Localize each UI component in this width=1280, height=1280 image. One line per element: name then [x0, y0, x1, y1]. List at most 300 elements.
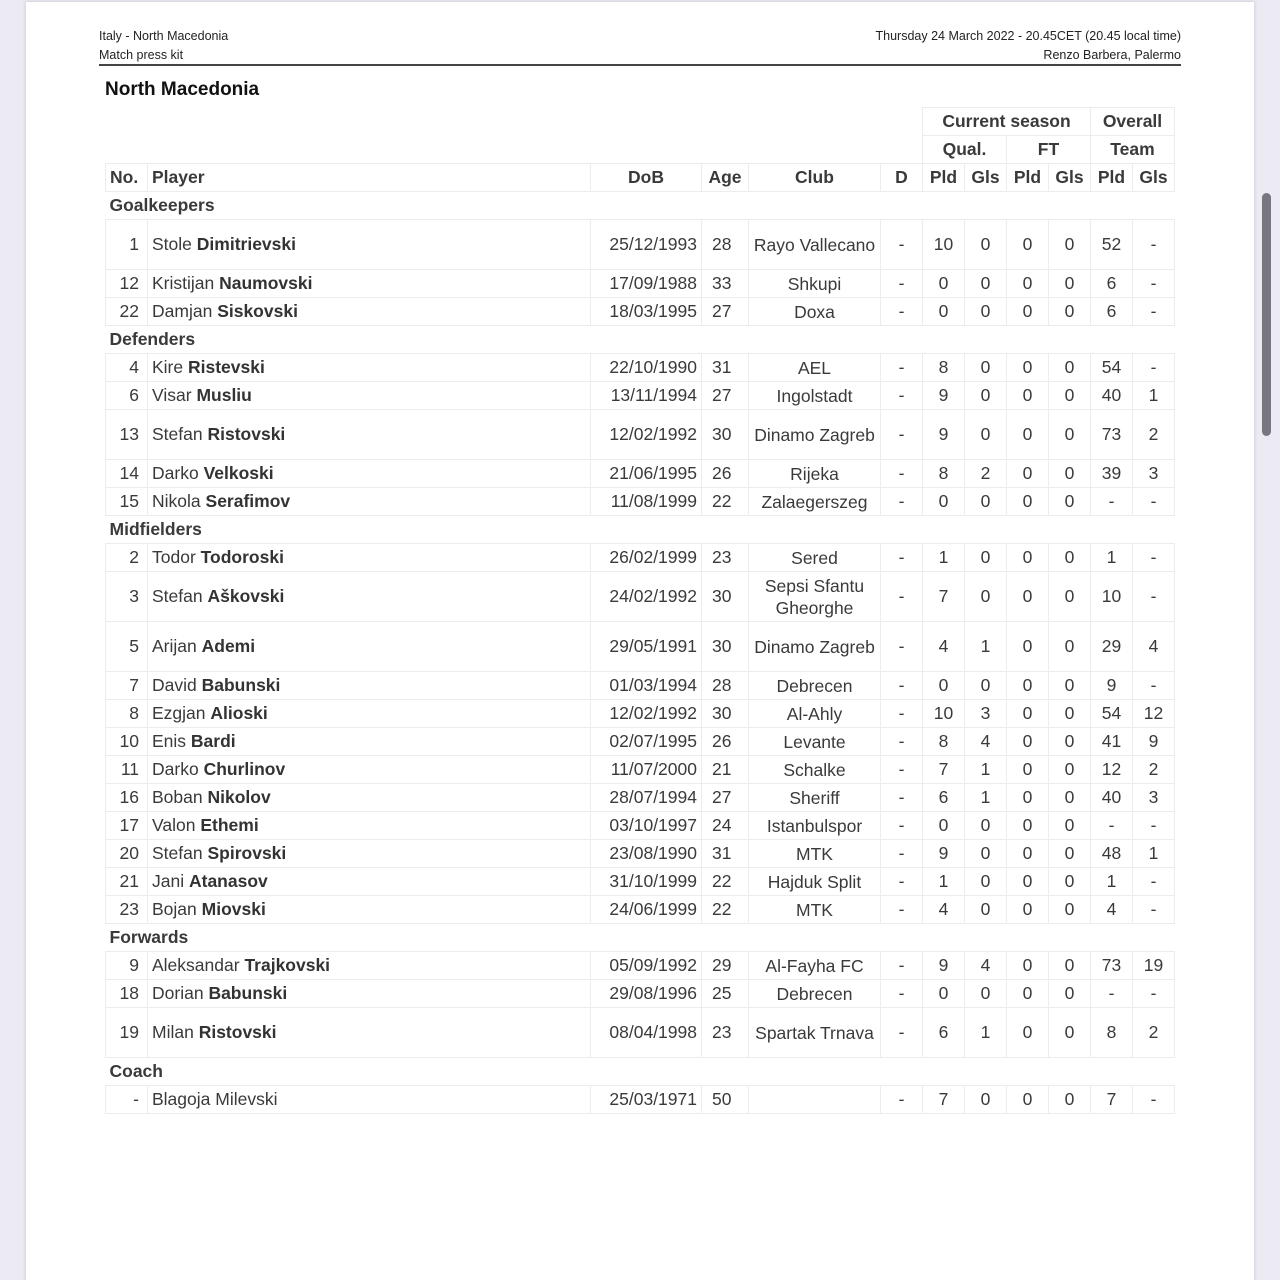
- ft-goals: 0: [1049, 544, 1091, 572]
- scrollbar-track[interactable]: [1258, 0, 1280, 1280]
- d-value: -: [881, 728, 923, 756]
- player-row: [106, 544, 1175, 572]
- ft-played: 0: [1007, 756, 1049, 784]
- player-row: [106, 354, 1175, 382]
- surname: Ethemi: [200, 815, 259, 835]
- first-name: David: [152, 675, 197, 695]
- team-goals: -: [1133, 672, 1175, 700]
- qual-goals: 0: [965, 488, 1007, 516]
- ft-goals: 0: [1049, 840, 1091, 868]
- d-value: -: [881, 700, 923, 728]
- date-of-birth: 11/08/1999: [591, 488, 702, 516]
- qual-goals: 2: [965, 460, 1007, 488]
- player-number: 16: [106, 784, 148, 812]
- ft-goals: 0: [1049, 756, 1091, 784]
- date-of-birth: 17/09/1988: [591, 270, 702, 298]
- col-club: Club: [749, 164, 881, 192]
- header-row-groups: [106, 108, 1175, 136]
- age: 50: [702, 1086, 749, 1114]
- club: Debrecen: [749, 980, 881, 1008]
- col-no: No.: [106, 164, 148, 192]
- team-goals: 2: [1133, 1008, 1175, 1058]
- club: MTK: [749, 896, 881, 924]
- club: Sered: [749, 544, 881, 572]
- player-row: [106, 840, 1175, 868]
- ft-goals: 0: [1049, 488, 1091, 516]
- date-of-birth: 25/12/1993: [591, 220, 702, 270]
- club: Dinamo Zagreb: [749, 622, 881, 672]
- player-row: [106, 460, 1175, 488]
- player-name: [148, 220, 591, 270]
- ft-played: 0: [1007, 410, 1049, 460]
- date-of-birth: 28/07/1994: [591, 784, 702, 812]
- team-played: 8: [1091, 1008, 1133, 1058]
- age: 27: [702, 298, 749, 326]
- surname: Alioski: [210, 703, 268, 723]
- first-name: Aleksandar: [152, 955, 240, 975]
- col-qual-gls: Gls: [965, 164, 1007, 192]
- team-played: 54: [1091, 354, 1133, 382]
- team-played: 9: [1091, 672, 1133, 700]
- ft-played: 0: [1007, 812, 1049, 840]
- team-played: 40: [1091, 784, 1133, 812]
- qual-goals: 0: [965, 382, 1007, 410]
- player-name: [148, 840, 591, 868]
- age: 29: [702, 952, 749, 980]
- qual-goals: 0: [965, 1086, 1007, 1114]
- player-number: 11: [106, 756, 148, 784]
- player-name: [148, 980, 591, 1008]
- group-row: [106, 516, 1175, 544]
- d-value: -: [881, 672, 923, 700]
- qual-goals: 0: [965, 572, 1007, 622]
- first-name: Arijan: [152, 636, 197, 656]
- surname: Todoroski: [200, 547, 284, 567]
- ft-goals: 0: [1049, 460, 1091, 488]
- group-heading: Forwards: [106, 924, 1175, 952]
- player-name: [148, 460, 591, 488]
- player-number: 19: [106, 1008, 148, 1058]
- col-age: Age: [702, 164, 749, 192]
- team-goals: 3: [1133, 460, 1175, 488]
- qual-played: 10: [923, 220, 965, 270]
- club: Schalke: [749, 756, 881, 784]
- ft-goals: 0: [1049, 672, 1091, 700]
- player-row: [106, 220, 1175, 270]
- player-number: 7: [106, 672, 148, 700]
- team-played: 54: [1091, 700, 1133, 728]
- surname: Babunski: [201, 675, 281, 695]
- ft-goals: 0: [1049, 980, 1091, 1008]
- player-name: [148, 952, 591, 980]
- date-of-birth: 25/03/1971: [591, 1086, 702, 1114]
- scrollbar-thumb[interactable]: [1262, 193, 1271, 436]
- surname: Trajkovski: [244, 955, 331, 975]
- age: 22: [702, 488, 749, 516]
- qual-played: 9: [923, 840, 965, 868]
- player-name: [148, 298, 591, 326]
- team-goals: 3: [1133, 784, 1175, 812]
- surname: Ristovski: [198, 1022, 277, 1042]
- age: 22: [702, 868, 749, 896]
- ft-goals: 0: [1049, 868, 1091, 896]
- date-of-birth: 13/11/1994: [591, 382, 702, 410]
- player-name: [148, 354, 591, 382]
- qual-played: 4: [923, 622, 965, 672]
- club: Dinamo Zagreb: [749, 410, 881, 460]
- surname: Atanasov: [188, 871, 268, 891]
- team-goals: -: [1133, 812, 1175, 840]
- surname: Babunski: [208, 983, 288, 1003]
- age: 31: [702, 354, 749, 382]
- club: MTK: [749, 840, 881, 868]
- player-row: [106, 784, 1175, 812]
- first-name: Damjan: [152, 301, 213, 321]
- team-played: 10: [1091, 572, 1133, 622]
- player-name: [148, 270, 591, 298]
- qual-played: 9: [923, 382, 965, 410]
- player-number: 9: [106, 952, 148, 980]
- player-name: [148, 896, 591, 924]
- overall-header: Overall: [1091, 108, 1175, 136]
- club: Levante: [749, 728, 881, 756]
- qual-played: 1: [923, 544, 965, 572]
- d-value: -: [881, 298, 923, 326]
- first-name: Blagoja Milevski: [152, 1089, 278, 1109]
- team-goals: -: [1133, 544, 1175, 572]
- date-of-birth: 08/04/1998: [591, 1008, 702, 1058]
- d-value: -: [881, 812, 923, 840]
- player-number: 12: [106, 270, 148, 298]
- club: Ingolstadt: [749, 382, 881, 410]
- group-heading: Goalkeepers: [106, 192, 1175, 220]
- age: 30: [702, 622, 749, 672]
- player-name: [148, 728, 591, 756]
- club: Rijeka: [749, 460, 881, 488]
- team-played: -: [1091, 812, 1133, 840]
- player-name: [148, 488, 591, 516]
- date-of-birth: 12/02/1992: [591, 410, 702, 460]
- player-number: 17: [106, 812, 148, 840]
- ft-played: 0: [1007, 488, 1049, 516]
- current-season-header: Current season: [923, 108, 1091, 136]
- d-value: -: [881, 1008, 923, 1058]
- player-row: [106, 270, 1175, 298]
- ft-goals: 0: [1049, 298, 1091, 326]
- age: 24: [702, 812, 749, 840]
- player-number: -: [106, 1086, 148, 1114]
- col-player: Player: [148, 164, 591, 192]
- team-played: 52: [1091, 220, 1133, 270]
- age: 21: [702, 756, 749, 784]
- date-of-birth: 31/10/1999: [591, 868, 702, 896]
- qual-played: 4: [923, 896, 965, 924]
- first-name: Stefan: [152, 843, 203, 863]
- first-name: Stefan: [152, 424, 203, 444]
- ft-goals: 0: [1049, 952, 1091, 980]
- ft-played: 0: [1007, 840, 1049, 868]
- club: Doxa: [749, 298, 881, 326]
- d-value: -: [881, 460, 923, 488]
- ft-played: 0: [1007, 460, 1049, 488]
- age: 30: [702, 700, 749, 728]
- qual-goals: 0: [965, 840, 1007, 868]
- surname: Serafimov: [205, 491, 291, 511]
- first-name: Valon: [152, 815, 196, 835]
- date-of-birth: 05/09/1992: [591, 952, 702, 980]
- team-played: 1: [1091, 868, 1133, 896]
- player-number: 14: [106, 460, 148, 488]
- ft-played: 0: [1007, 298, 1049, 326]
- col-qual-pld: Pld: [923, 164, 965, 192]
- club: Hajduk Split: [749, 868, 881, 896]
- qual-goals: 4: [965, 952, 1007, 980]
- d-value: -: [881, 382, 923, 410]
- age: 30: [702, 572, 749, 622]
- first-name: Stefan: [152, 586, 203, 606]
- qual-goals: 1: [965, 784, 1007, 812]
- player-name: [148, 700, 591, 728]
- player-number: 1: [106, 220, 148, 270]
- d-value: -: [881, 1086, 923, 1114]
- ft-goals: 0: [1049, 812, 1091, 840]
- document-page: [26, 2, 1254, 1280]
- surname: Velkoski: [203, 463, 274, 483]
- age: 22: [702, 896, 749, 924]
- club: Spartak Trnava: [749, 1008, 881, 1058]
- date-of-birth: 01/03/1994: [591, 672, 702, 700]
- group-row: [106, 1058, 1175, 1086]
- player-row: [106, 868, 1175, 896]
- qual-goals: 4: [965, 728, 1007, 756]
- group-row: [106, 924, 1175, 952]
- d-value: -: [881, 980, 923, 1008]
- team-goals: 9: [1133, 728, 1175, 756]
- age: 26: [702, 728, 749, 756]
- surname: Ristovski: [207, 424, 286, 444]
- date-of-birth: 18/03/1995: [591, 298, 702, 326]
- club: AEL: [749, 354, 881, 382]
- group-heading: Midfielders: [106, 516, 1175, 544]
- club: Sepsi Sfantu Gheorghe: [749, 572, 881, 622]
- team-title: North Macedonia: [105, 79, 260, 100]
- qual-played: 9: [923, 410, 965, 460]
- date-of-birth: 11/07/2000: [591, 756, 702, 784]
- team-header: Team: [1091, 136, 1175, 164]
- ft-goals: 0: [1049, 622, 1091, 672]
- first-name: Enis: [152, 731, 187, 751]
- qual-played: 7: [923, 1086, 965, 1114]
- group-heading: Defenders: [106, 326, 1175, 354]
- ft-goals: 0: [1049, 354, 1091, 382]
- player-name: [148, 1008, 591, 1058]
- qual-played: 6: [923, 1008, 965, 1058]
- ft-goals: 0: [1049, 1086, 1091, 1114]
- player-name: [148, 868, 591, 896]
- ft-played: 0: [1007, 896, 1049, 924]
- ft-played: 0: [1007, 382, 1049, 410]
- qual-header: Qual.: [923, 136, 1007, 164]
- team-goals: 1: [1133, 840, 1175, 868]
- squad-table-body: [106, 192, 1175, 1114]
- match-title: Italy - North Macedonia: [99, 29, 229, 43]
- team-goals: 1: [1133, 382, 1175, 410]
- d-value: -: [881, 622, 923, 672]
- ft-goals: 0: [1049, 1008, 1091, 1058]
- first-name: Darko: [152, 759, 199, 779]
- qual-goals: 0: [965, 270, 1007, 298]
- d-value: -: [881, 544, 923, 572]
- date-of-birth: 24/02/1992: [591, 572, 702, 622]
- player-number: 21: [106, 868, 148, 896]
- ft-goals: 0: [1049, 220, 1091, 270]
- team-played: -: [1091, 980, 1133, 1008]
- ft-played: 0: [1007, 270, 1049, 298]
- qual-played: 9: [923, 952, 965, 980]
- qual-goals: 0: [965, 410, 1007, 460]
- age: 28: [702, 220, 749, 270]
- qual-played: 0: [923, 980, 965, 1008]
- player-row: [106, 728, 1175, 756]
- player-name: [148, 672, 591, 700]
- club: [749, 1086, 881, 1114]
- ft-played: 0: [1007, 672, 1049, 700]
- ft-goals: 0: [1049, 572, 1091, 622]
- ft-goals: 0: [1049, 382, 1091, 410]
- player-row: [106, 382, 1175, 410]
- player-name: [148, 812, 591, 840]
- qual-played: 8: [923, 354, 965, 382]
- d-value: -: [881, 840, 923, 868]
- player-row: [106, 572, 1175, 622]
- club: Istanbulspor: [749, 812, 881, 840]
- qual-goals: 0: [965, 896, 1007, 924]
- team-goals: 4: [1133, 622, 1175, 672]
- team-played: 39: [1091, 460, 1133, 488]
- club: Debrecen: [749, 672, 881, 700]
- col-d: D: [881, 164, 923, 192]
- ft-played: 0: [1007, 728, 1049, 756]
- date-of-birth: 21/06/1995: [591, 460, 702, 488]
- date-of-birth: 26/02/1999: [591, 544, 702, 572]
- team-played: 41: [1091, 728, 1133, 756]
- team-goals: -: [1133, 298, 1175, 326]
- header-row-subgroups: [106, 136, 1175, 164]
- age: 27: [702, 382, 749, 410]
- ft-played: 0: [1007, 1008, 1049, 1058]
- age: 30: [702, 410, 749, 460]
- player-row: [106, 896, 1175, 924]
- qual-goals: 0: [965, 298, 1007, 326]
- club: Sheriff: [749, 784, 881, 812]
- team-goals: -: [1133, 220, 1175, 270]
- player-number: 18: [106, 980, 148, 1008]
- club: Rayo Vallecano: [749, 220, 881, 270]
- ft-goals: 0: [1049, 270, 1091, 298]
- team-goals: 19: [1133, 952, 1175, 980]
- ft-played: 0: [1007, 220, 1049, 270]
- age: 23: [702, 1008, 749, 1058]
- date-of-birth: 02/07/1995: [591, 728, 702, 756]
- group-heading: Coach: [106, 1058, 1175, 1086]
- player-number: 5: [106, 622, 148, 672]
- d-value: -: [881, 952, 923, 980]
- first-name: Milan: [152, 1022, 194, 1042]
- date-of-birth: 03/10/1997: [591, 812, 702, 840]
- qual-goals: 0: [965, 544, 1007, 572]
- qual-goals: 0: [965, 354, 1007, 382]
- player-row: [106, 700, 1175, 728]
- team-goals: -: [1133, 868, 1175, 896]
- team-played: 73: [1091, 410, 1133, 460]
- player-row: [106, 1008, 1175, 1058]
- player-number: 8: [106, 700, 148, 728]
- player-name: [148, 1086, 591, 1114]
- ft-goals: 0: [1049, 784, 1091, 812]
- team-played: 12: [1091, 756, 1133, 784]
- date-of-birth: 29/05/1991: [591, 622, 702, 672]
- surname: Churlinov: [203, 759, 286, 779]
- player-number: 4: [106, 354, 148, 382]
- player-number: 15: [106, 488, 148, 516]
- age: 27: [702, 784, 749, 812]
- d-value: -: [881, 756, 923, 784]
- team-played: 6: [1091, 270, 1133, 298]
- first-name: Nikola: [152, 491, 201, 511]
- player-name: [148, 410, 591, 460]
- surname: Dimitrievski: [196, 234, 296, 254]
- team-goals: 2: [1133, 756, 1175, 784]
- team-played: 4: [1091, 896, 1133, 924]
- team-goals: -: [1133, 1086, 1175, 1114]
- qual-played: 8: [923, 460, 965, 488]
- team-played: 48: [1091, 840, 1133, 868]
- player-number: 13: [106, 410, 148, 460]
- surname: Ristevski: [188, 357, 265, 377]
- ft-played: 0: [1007, 700, 1049, 728]
- qual-goals: 0: [965, 812, 1007, 840]
- player-number: 20: [106, 840, 148, 868]
- first-name: Visar: [152, 385, 192, 405]
- age: 28: [702, 672, 749, 700]
- team-played: 6: [1091, 298, 1133, 326]
- club: Shkupi: [749, 270, 881, 298]
- col-team-gls: Gls: [1133, 164, 1175, 192]
- player-row: [106, 298, 1175, 326]
- team-goals: -: [1133, 980, 1175, 1008]
- date-of-birth: 23/08/1990: [591, 840, 702, 868]
- ft-header: FT: [1007, 136, 1091, 164]
- ft-played: 0: [1007, 952, 1049, 980]
- match-datetime: Thursday 24 March 2022 - 20.45CET (20.45 local time): [875, 29, 1181, 43]
- qual-played: 1: [923, 868, 965, 896]
- qual-played: 10: [923, 700, 965, 728]
- first-name: Bojan: [152, 899, 197, 919]
- qual-goals: 1: [965, 756, 1007, 784]
- date-of-birth: 29/08/1996: [591, 980, 702, 1008]
- col-ft-gls: Gls: [1049, 164, 1091, 192]
- first-name: Kire: [152, 357, 184, 377]
- ft-goals: 0: [1049, 700, 1091, 728]
- page-header: [99, 28, 1181, 66]
- d-value: -: [881, 220, 923, 270]
- col-dob: DoB: [591, 164, 702, 192]
- club: Zalaegerszeg: [749, 488, 881, 516]
- team-goals: 2: [1133, 410, 1175, 460]
- player-number: 6: [106, 382, 148, 410]
- player-row: [106, 980, 1175, 1008]
- ft-goals: 0: [1049, 728, 1091, 756]
